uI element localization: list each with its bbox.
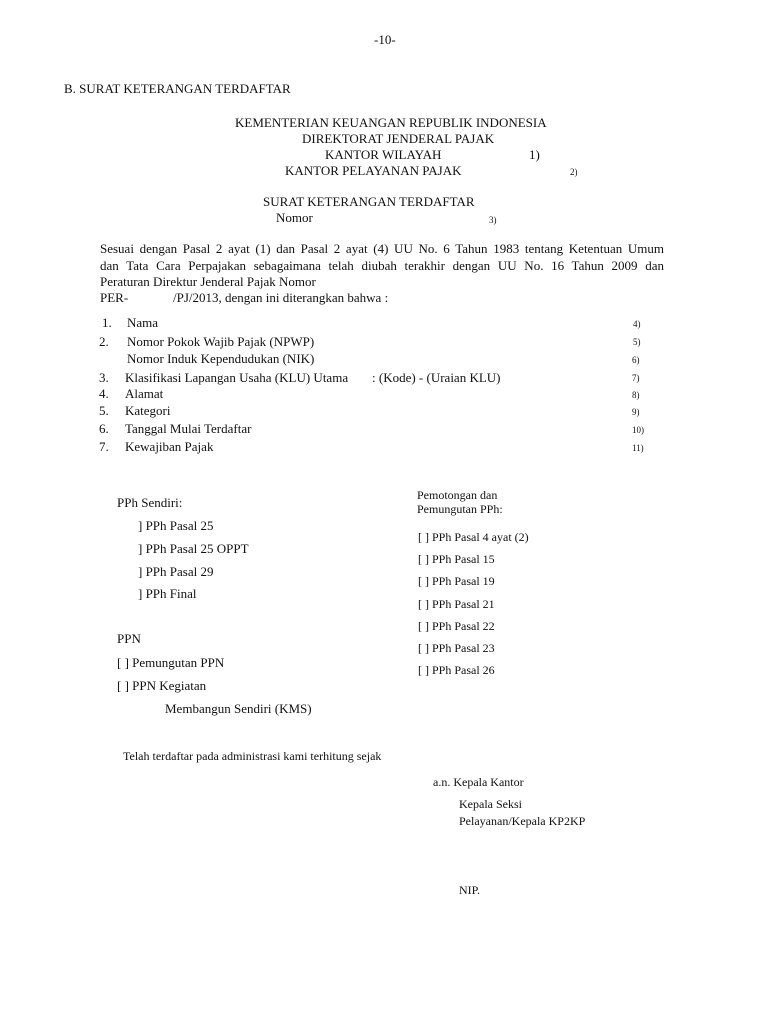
- signature-on-behalf: a.n. Kepala Kantor: [433, 775, 524, 789]
- header-directorate: DIREKTORAT JENDERAL PAJAK: [302, 131, 495, 146]
- header-ministry: KEMENTERIAN KEUANGAN REPUBLIK INDONESIA: [235, 115, 547, 130]
- field-ref: 5): [633, 337, 641, 347]
- header-service-office: KANTOR PELAYANAN PAJAK: [285, 163, 462, 178]
- field-number: 6.: [99, 421, 109, 436]
- section-title: B. SURAT KETERANGAN TERDAFTAR: [64, 81, 291, 96]
- document-title: SURAT KETERANGAN TERDAFTAR: [263, 194, 475, 209]
- header-service-office-ref: 2): [570, 167, 578, 177]
- field-number: 3.: [99, 370, 109, 385]
- field-label-tanggal: Tanggal Mulai Terdaftar: [125, 421, 252, 436]
- field-label-kategori: Kategori: [125, 403, 171, 418]
- pemotongan-item: [ ] PPh Pasal 19: [418, 574, 495, 588]
- pph-sendiri-item: ] PPh Pasal 25: [138, 518, 214, 533]
- pemotongan-heading-line-2: Pemungutan PPh:: [417, 502, 503, 516]
- pph-sendiri-item: ] PPh Pasal 25 OPPT: [138, 541, 249, 556]
- field-label-nik: Nomor Induk Kependudukan (NIK): [127, 351, 315, 366]
- intro-line-3: Peraturan Direktur Jenderal Pajak Nomor: [100, 274, 316, 289]
- ppn-item: [ ] Pemungutan PPN: [117, 655, 225, 670]
- signature-nip: NIP.: [459, 883, 481, 897]
- pph-sendiri-item: ] PPh Pasal 29: [138, 564, 214, 579]
- field-label-alamat: Alamat: [125, 386, 164, 401]
- field-label-nama: Nama: [127, 315, 159, 330]
- pemotongan-item: [ ] PPh Pasal 21: [418, 597, 495, 611]
- field-ref: 6): [632, 355, 640, 365]
- field-ref: 9): [632, 407, 640, 417]
- field-label-npwp: Nomor Pokok Wajib Pajak (NPWP): [127, 334, 315, 349]
- intro-line-4-prefix: PER-: [100, 290, 129, 305]
- pph-sendiri-item: ] PPh Final: [138, 586, 197, 601]
- field-number: 5.: [99, 403, 109, 418]
- intro-line-1: Sesuai dengan Pasal 2 ayat (1) dan Pasal 2 ayat (4) UU No. 6 Tahun 1983 tentang Ketentuan Umum: [100, 241, 664, 256]
- pemotongan-item: [ ] PPh Pasal 22: [418, 619, 495, 633]
- intro-line-4-suffix: /PJ/2013, dengan ini diterangkan bahwa :: [173, 290, 389, 305]
- field-ref: 11): [632, 443, 644, 453]
- field-ref: 10): [632, 425, 644, 435]
- ppn-heading: PPN: [117, 631, 141, 646]
- registered-since: Telah terdaftar pada administrasi kami terhitung sejak: [123, 749, 382, 763]
- field-number: 7.: [99, 439, 109, 454]
- field-ref: 7): [632, 373, 640, 383]
- pemotongan-item: [ ] PPh Pasal 26: [418, 663, 495, 677]
- ppn-item: [ ] PPN Kegiatan: [117, 678, 207, 693]
- pemotongan-item: [ ] PPh Pasal 15: [418, 552, 495, 566]
- field-ref: 4): [633, 319, 641, 329]
- intro-line-2: dan Tata Cara Perpajakan sebagaimana telah diubah terakhir dengan UU No. 16 Tahun 2009 dan: [100, 258, 664, 273]
- signature-title-line-1: Kepala Seksi: [459, 797, 522, 811]
- pemotongan-heading-line-1: Pemotongan dan: [417, 488, 498, 502]
- pemotongan-item: [ ] PPh Pasal 23: [418, 641, 495, 655]
- field-number: 4.: [99, 386, 109, 401]
- pemotongan-item: [ ] PPh Pasal 4 ayat (2): [418, 530, 529, 544]
- field-number: 1.: [102, 315, 112, 330]
- document-number-ref: 3): [489, 215, 497, 225]
- field-label-klu: Klasifikasi Lapangan Usaha (KLU) Utama: [125, 370, 349, 385]
- field-number: 2.: [99, 334, 109, 349]
- field-ref: 8): [632, 390, 640, 400]
- document-number-label: Nomor: [276, 210, 313, 225]
- signature-title-line-2: Pelayanan/Kepala KP2KP: [459, 814, 586, 828]
- pph-sendiri-heading: PPh Sendiri:: [117, 495, 183, 510]
- field-value-klu: : (Kode) - (Uraian KLU): [372, 370, 501, 385]
- header-regional-office: KANTOR WILAYAH: [325, 147, 442, 162]
- page-number: -10-: [374, 32, 396, 47]
- header-regional-office-ref: 1): [529, 147, 540, 162]
- field-label-kewajiban: Kewajiban Pajak: [125, 439, 214, 454]
- ppn-item-continuation: Membangun Sendiri (KMS): [165, 701, 312, 716]
